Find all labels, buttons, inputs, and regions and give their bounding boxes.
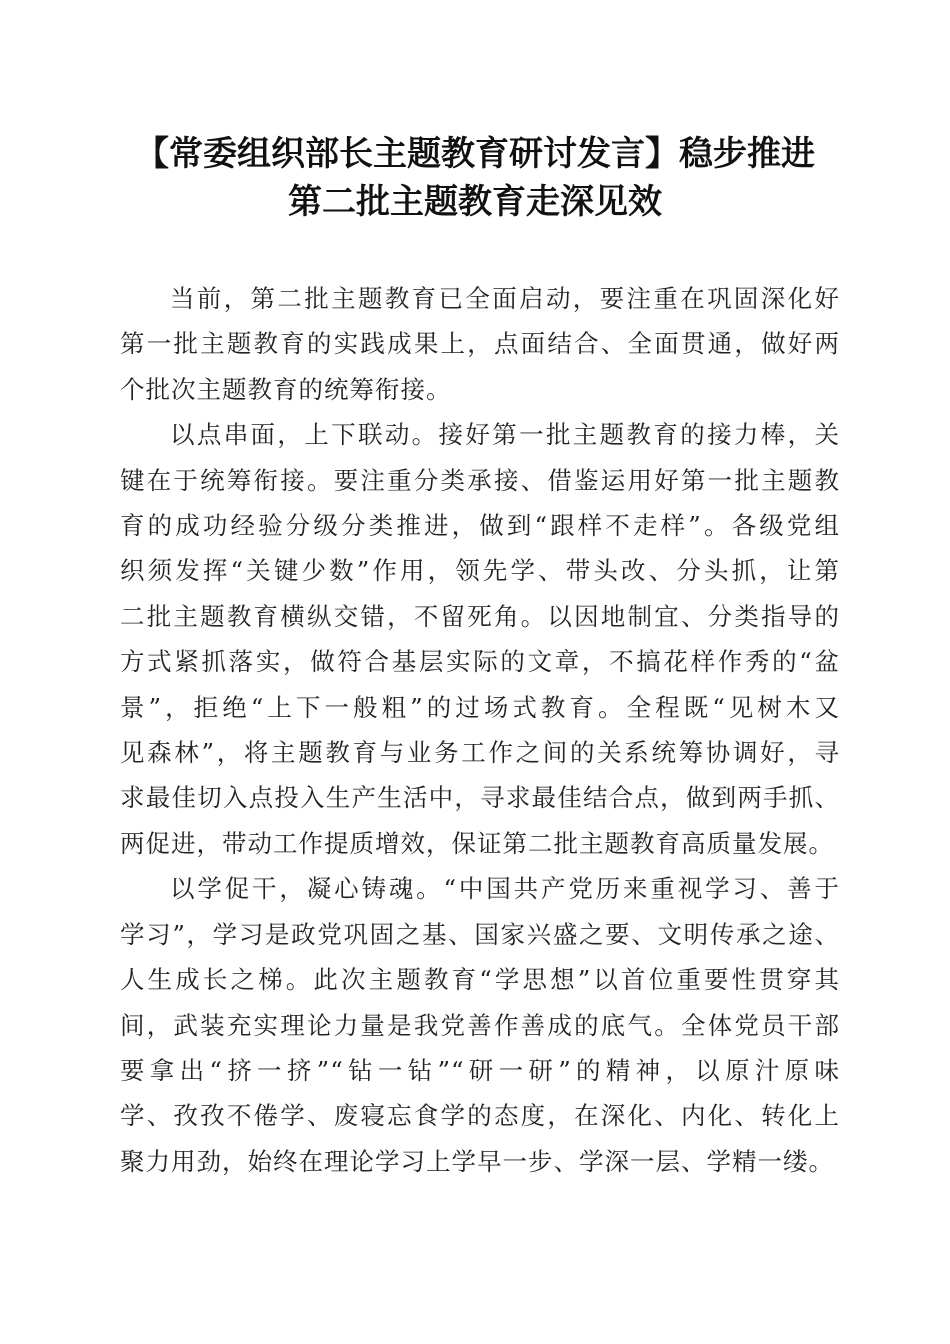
paragraph-1 [120,276,840,412]
text-line: 见森林”，将主题教育与业务工作之间的关系统筹协调好，寻 [120,738,840,768]
text-line: 要拿出“挤一挤”“钻一钻”“研一研”的精神，以原汁原味 [120,1055,840,1085]
paragraph-3 [120,866,840,1184]
document-body [120,276,840,1184]
text-line: 方式紧抓落实，做符合基层实际的文章，不搞花样作秀的“盆 [120,647,840,677]
text-line: 景”，拒绝“上下一般粗”的过场式教育。全程既“见树木又 [120,692,840,722]
document-title [100,130,850,226]
text-line: 育的成功经验分级分类推进，做到“跟样不走样”。各级党组 [120,511,840,541]
text-line: 织须发挥“关键少数”作用，领先学、带头改、分头抓，让第 [120,556,840,586]
title-line: 【常委组织部长主题教育研讨发言】稳步推进 [135,134,815,174]
text-line: 第一批主题教育的实践成果上，点面结合、全面贯通，做好两 [120,329,840,359]
text-line: 人生成长之梯。此次主题教育“学思想”以首位重要性贯穿其 [120,965,840,995]
text-line: 个批次主题教育的统筹衔接。 [120,374,452,404]
text-line: 学习”，学习是政党巩固之基、国家兴盛之要、文明传承之途、 [120,919,840,949]
text-line: 以点串面，上下联动。接好第一批主题教育的接力棒，关 [170,420,840,450]
text-line: 以学促干，凝心铸魂。“中国共产党历来重视学习、善于 [170,874,840,904]
title-line: 第二批主题教育走深见效 [288,182,662,222]
text-line: 当前，第二批主题教育已全面启动，要注重在巩固深化好 [170,284,840,313]
text-line: 学、孜孜不倦学、废寝忘食学的态度，在深化、内化、转化上 [120,1101,840,1131]
paragraph-2 [120,412,840,866]
text-line: 求最佳切入点投入生产生活中，寻求最佳结合点，做到两手抓、 [120,783,840,813]
text-line: 键在于统筹衔接。要注重分类承接、借鉴运用好第一批主题教 [120,465,840,495]
text-line: 间，武装充实理论力量是我党善作善成的底气。全体党员干部 [120,1010,840,1040]
text-line: 聚力用劲，始终在理论学习上学早一步、学深一层、学精一缕。 [120,1146,834,1176]
text-line: 两促进，带动工作提质增效，保证第二批主题教育高质量发展。 [120,828,834,858]
text-line: 二批主题教育横纵交错，不留死角。以因地制宜、分类指导的 [120,601,840,631]
